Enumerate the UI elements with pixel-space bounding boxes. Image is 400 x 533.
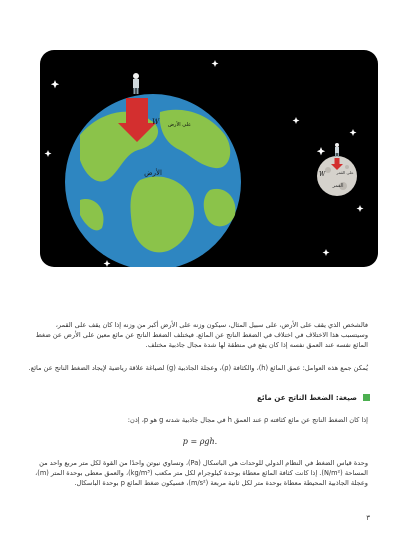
- person-earth-label: على الأرض: [168, 122, 192, 128]
- moon-person-label: على القمر: [336, 170, 354, 175]
- paragraph-weight-difference: فالشخص الذي يقف على الأرض، على سبيل المثال، سيكون وزنه على الأرض أكبر من وزنه إذا كان يقف على القمر، وسيتسبب هذا الاختلاف في اختلاف في الضغط الناتج عن المائع. فيختلف الضغط الناتج عن مائع معين على الأرض عن ضغط المائع نفسه عند العمق نفسه إذا كان يقع في منطقة لها شدة مجال جاذبية مختلف.: [35, 321, 368, 349]
- person-on-earth-icon: [133, 73, 139, 94]
- page-number: ٣: [366, 514, 370, 522]
- section-heading: [257, 393, 370, 402]
- paragraph-definition: إذا كان الضغط الناتج عن مائع كثافته ρ عند العمق h في مجال جاذبية شدته g هو p، إذن:: [127, 416, 368, 424]
- earth-label: الأرض: [144, 169, 162, 177]
- person-on-moon-icon: [335, 143, 339, 157]
- paragraph-units: وحدة قياس الضغط في النظام الدولي للوحدات هي الباسكال (Pa)، وتساوي نيوتن واحدًا من القوة لكل متر مربع واحد من المساحة (N/m²). إذا كانت كثافة المائع معطاة بوحدة كيلوجرام لكل متر مكعب (kg/m³)، والعمق معطى بوحدة المتر (m)، وعجلة الجاذبية المحيطة معطاة بوحدة متر لكل ثانية مربعة (m/s²)، فسيكون ضغط المائع p بوحدة الباسكال.: [35, 459, 368, 487]
- heading-text: صيغة: الضغط الناتج عن مائع: [257, 393, 357, 402]
- earth-moon-illustration: [40, 50, 378, 267]
- pressure-formula: p = ρgh.: [182, 437, 218, 446]
- weight-label-moon: W: [319, 171, 326, 178]
- weight-label-earth: W: [152, 118, 160, 126]
- moon-label: القمر: [332, 183, 344, 189]
- paragraph-factors: يُمكن جمع هذه العوامل: عمق المائع (h)، والكثافة (ρ)، وعجلة الجاذبية (g) لصياغة علاقة رياضية لإيجاد الضغط الناتج عن مائع.: [28, 364, 368, 372]
- heading-square-icon: [363, 394, 370, 401]
